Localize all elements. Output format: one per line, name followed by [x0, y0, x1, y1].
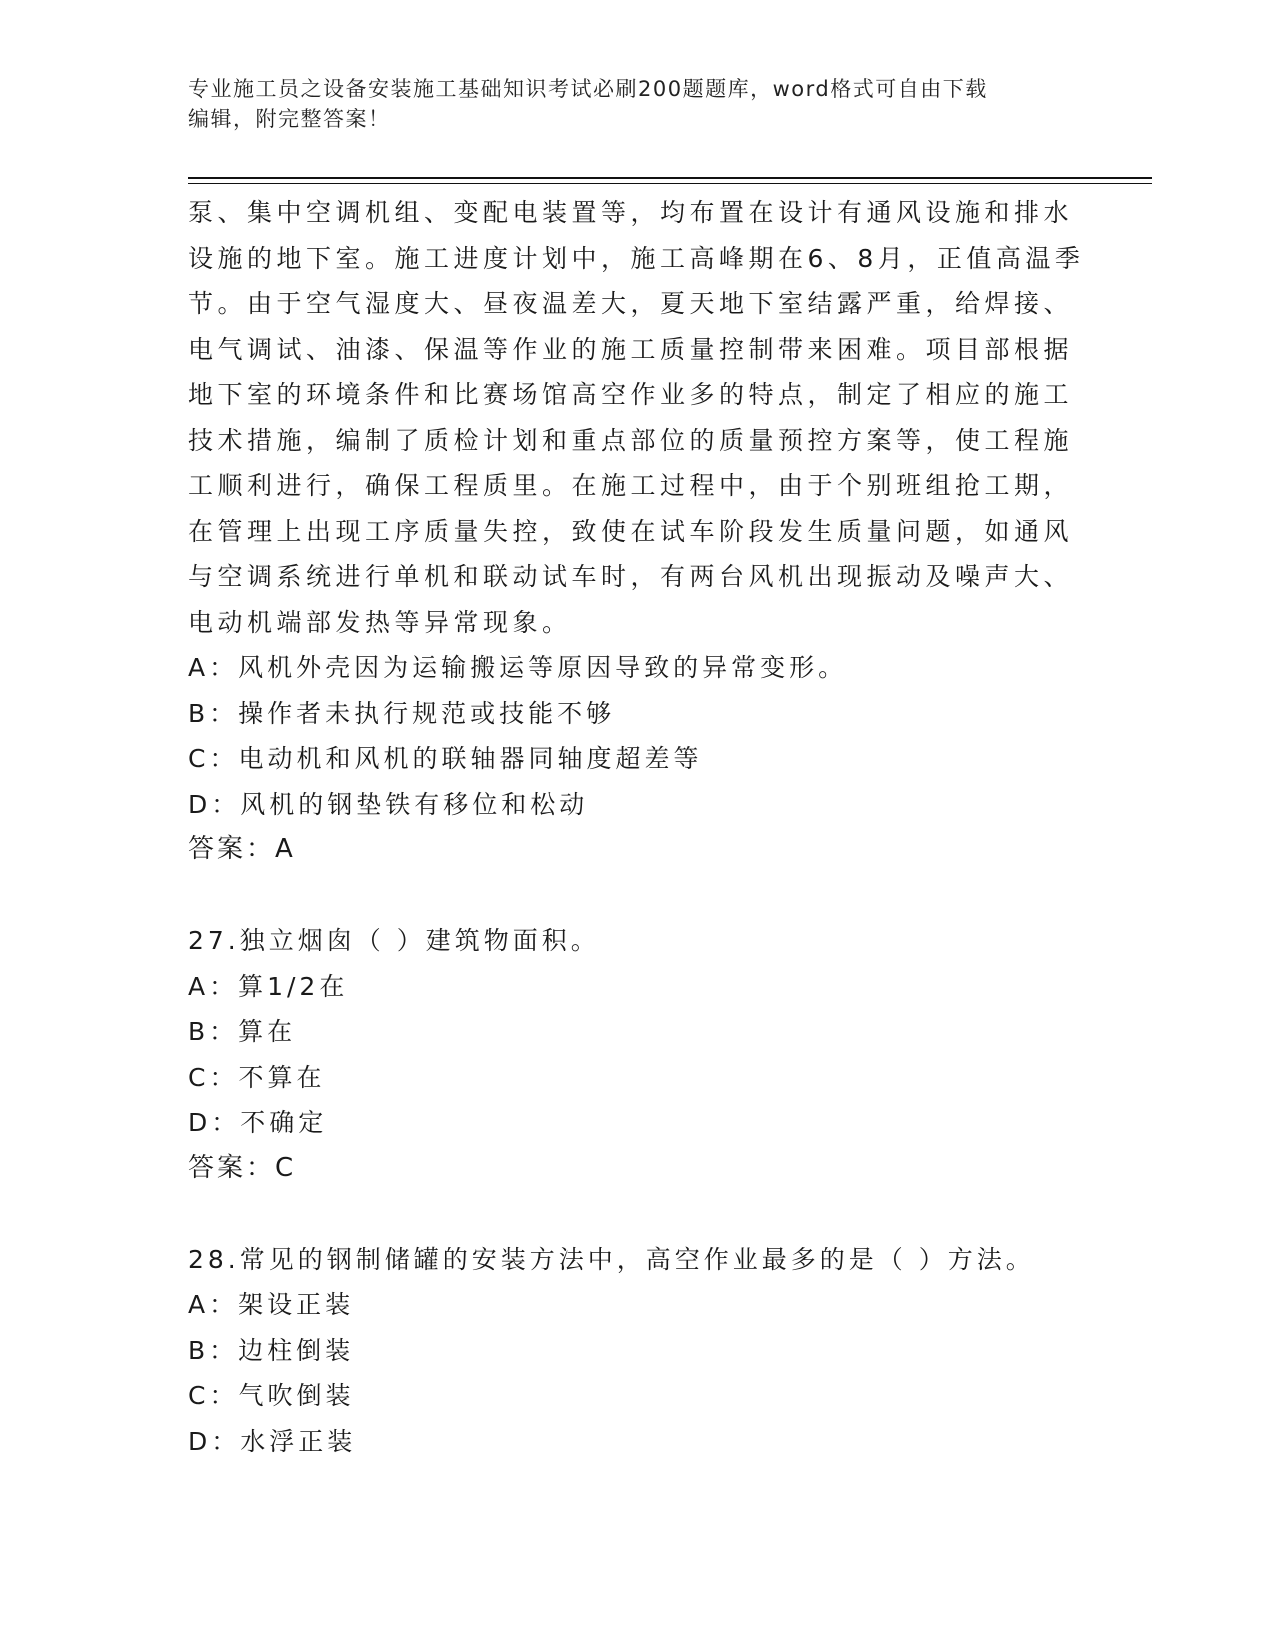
- stem-line: 在管理上出现工序质量失控，致使在试车阶段发生质量问题，如通风: [188, 516, 1074, 546]
- spacer: [188, 873, 1088, 919]
- stem-line: 电气调试、油漆、保温等作业的施工质量控制带来困难。项目部根据: [188, 334, 1074, 364]
- question-27-option-c: C：不算在: [188, 1062, 326, 1092]
- header-divider-thick: [188, 177, 1152, 179]
- question-28-option-c: C：气吹倒装: [188, 1381, 355, 1410]
- header-title-line-1: 专业施工员之设备安装施工基础知识考试必刷200题题库，word格式可自由下载: [188, 77, 988, 101]
- stem-line: 设施的地下室。施工进度计划中，施工高峰期在6、8月，正值高温季: [188, 243, 1085, 273]
- question-28-stem: 28.常见的钢制储罐的安装方法中，高空作业最多的是（ ）方法。: [188, 1244, 1035, 1274]
- spacer: [188, 1191, 1088, 1237]
- header-title-line-2: 编辑，附完整答案！: [188, 107, 391, 131]
- question-27-option-a: A：算1/2在: [188, 971, 349, 1001]
- stem-line: 节。由于空气湿度大、昼夜温差大，夏天地下室结露严重，给焊接、: [188, 289, 1074, 318]
- question-26-stem: [188, 190, 1088, 645]
- stem-line: 泵、集中空调机组、变配电装置等，均布置在设计有通风设施和排水: [188, 198, 1074, 227]
- question-26-option-c: C：电动机和风机的联轴器同轴度超差等: [188, 744, 703, 773]
- stem-line: 与空调系统进行单机和联动试车时，有两台风机出现振动及噪声大、: [188, 562, 1074, 591]
- question-26-option-b: B：操作者未执行规范或技能不够: [188, 698, 616, 728]
- stem-line: 电动机端部发热等异常现象。: [188, 607, 572, 637]
- question-27-option-b: B：算在: [188, 1017, 297, 1046]
- stem-line: 技术措施，编制了质检计划和重点部位的质量预控方案等，使工程施: [188, 425, 1074, 455]
- question-28: [188, 1237, 1088, 1465]
- header-divider-thin: [188, 183, 1152, 184]
- question-26-option-d: D：风机的钢垫铁有移位和松动: [188, 789, 589, 819]
- question-27-stem: 27.独立烟囱（ ）建筑物面积。: [188, 926, 600, 955]
- question-26-answer: 答案：A: [188, 834, 296, 864]
- question-27-option-d: D：不确定: [188, 1108, 328, 1137]
- page-header: [188, 74, 1068, 134]
- question-26-option-a: A：风机外壳因为运输搬运等原因导致的异常变形。: [188, 653, 848, 682]
- question-27: [188, 918, 1088, 1191]
- question-28-option-b: B：边柱倒装: [188, 1335, 355, 1365]
- question-27-answer: 答案：C: [188, 1152, 297, 1183]
- question-28-option-a: A：架设正装: [188, 1290, 355, 1319]
- question-26: [188, 190, 1088, 873]
- question-28-option-d: D：水浮正装: [188, 1426, 357, 1456]
- stem-line: 工顺利进行，确保工程质里。在施工过程中，由于个别班组抢工期，: [188, 471, 1074, 500]
- stem-line: 地下室的环境条件和比赛场馆高空作业多的特点，制定了相应的施工: [188, 380, 1074, 409]
- document-body: [188, 190, 1088, 1464]
